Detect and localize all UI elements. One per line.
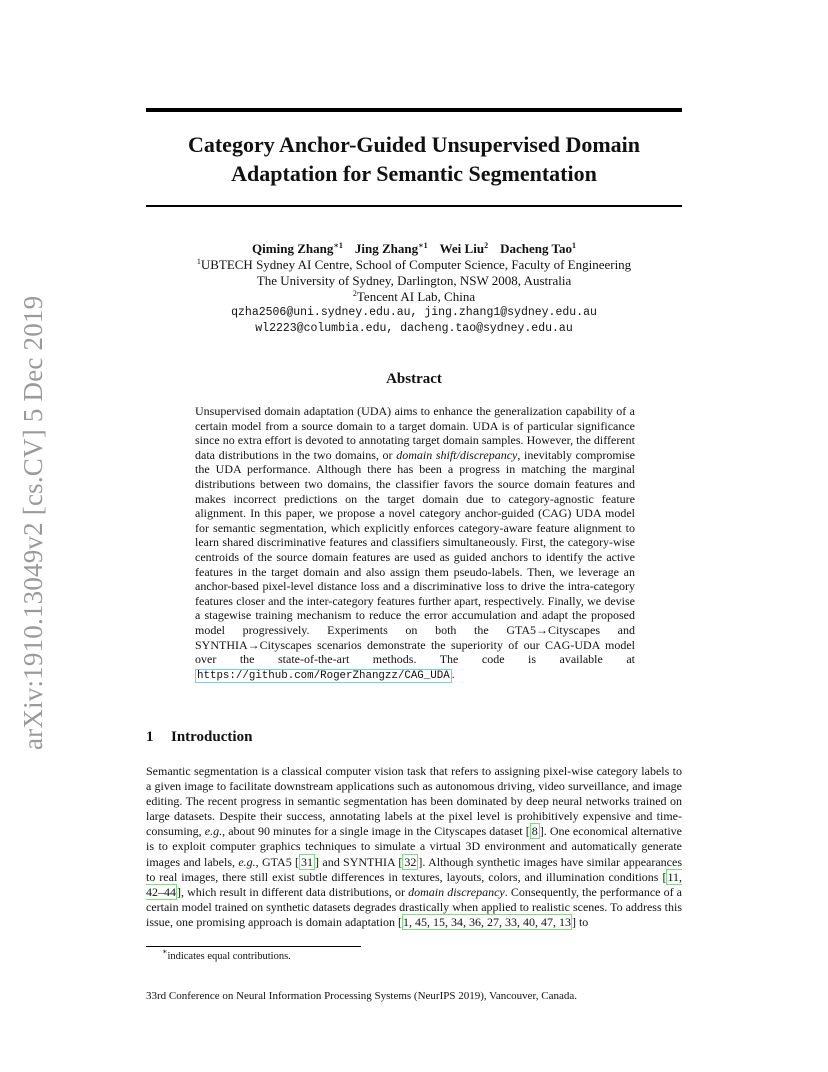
author-4: Dacheng Tao [500, 241, 572, 256]
intro-eg-2: e.g. [238, 854, 256, 869]
affiliation-1 [146, 257, 682, 273]
author-emails-1: qzha2506@uni.sydney.edu.au, jing.zhang1@sydney.edu.au [231, 306, 597, 319]
arxiv-stamp [18, 290, 58, 750]
intro-text-3: . One economical alternative is to exploit computer graphics techniques to simulate a virtual 3D environment and automatically generate images and labels, [146, 824, 682, 869]
introduction-body: Semantic segmentation is a classical computer vision task that refers to assigning pixel-wise category labels to a given image to facilitate downstream applications such as autonomous driving, video surveillance, and image editing. The recent progress in semantic segmentation has been dominated by deep neural networks trained on large datasets. Despite their success, annotating labels at the pixel level is prohibitively expensive and time-consuming, e.g., about 90 minutes for a single image in the Cityscapes dataset [ 8 ]. One economical alternative is to exploit computer graphics techniques to simulate a virtual 3D environment and automatically generate images and labels, e.g., GTA5 [ 31 ] and SYNTHIA [ 32 ]. Although synthetic images have similar appearances to real images, there still exist subtle differences in textures, layouts, colors, and illumination conditions [11, 42–44], which result in different data distributions, or domain discrepancy. Consequently, the performance of a certain model trained on synthetic datasets degrades drastically when applied to realistic scenes. To address this issue, one promising approach is domain adaptation [1, 45, 15, 34, 36, 27, 33, 40, 47, 13] to [146, 764, 683, 929]
footnote [162, 947, 291, 962]
intro-text-7: , which result in different data distributions, or [181, 884, 409, 899]
footnote-rule [146, 946, 361, 947]
intro-text-2: , about 90 minutes for a single image in the Cityscapes dataset [222, 824, 526, 839]
author-emails-2: wl2223@columbia.edu, dacheng.tao@sydney.edu.au [255, 322, 573, 335]
intro-text-1: Semantic segmentation is a classical computer vision task that refers to assigning pixel-wise category labels to a given image to facilitate downstream applications such as autonomous driving, video surveillance, and image editing. The recent progress in semantic segmentation has been dominated by deep neural networks trained on large datasets. Despite their success, annotating labels at the pixel level is prohibitively expensive and time-consuming, [146, 764, 682, 839]
paper-title-line-2: Adaptation for Semantic Segmentation [231, 161, 597, 186]
author-block [146, 241, 682, 337]
author-3: Wei Liu [439, 241, 485, 256]
citation-group-2[interactable]: 1, 45, 15, 34, 36, 27, 33, 40, 47, 13 [402, 914, 571, 929]
intro-eg-1: e.g. [204, 824, 223, 839]
affiliation-2 [146, 289, 682, 305]
intro-text-5: and SYNTHIA [319, 854, 399, 869]
affiliation-1-marker: 1 [196, 257, 201, 266]
affiliation-2-marker: 2 [352, 289, 357, 298]
arxiv-stamp-text: arXiv:1910.13049v2 [cs.CV] 5 Dec 2019 [18, 295, 48, 750]
author-1-marker: ∗1 [333, 241, 343, 250]
title-bottom-rule [146, 205, 682, 207]
abstract-text-2: , inevitably compromise the UDA performance. Although there has been a progress in matching the marginal distributions between two domains, the classifier favors the source domain features and makes incorrect predictions on the target domain due to category-agnostic feature alignment. In this paper, we propose a novel category anchor-guided (CAG) UDA model for semantic segmentation, which explicitly enforces category-aware feature alignment to learn shared discriminative features and classifiers simultaneously. First, the category-wise centroids of the source domain features are used as guided anchors to identify the active features in the target domain and also assign them pseudo-labels. Then, we leverage an anchor-based pixel-level distance loss and a discriminative loss to drive the intra-category features closer and the inter-category features further apart, respectively. Finally, we devise a stagewise training mechanism to reduce the error accumulation and adapt the proposed model progressively. Experiments on both the GTA5→Cityscapes and SYNTHIA→Cityscapes scenarios demonstrate the superiority of our CAG-UDA model over the state-of-the-art methods. The code is available at [195, 447, 635, 667]
author-names [146, 241, 682, 257]
author-4-marker: 1 [571, 241, 576, 250]
affiliation-1-line-2: The University of Sydney, Darlington, NSW 2008, Australia [256, 273, 572, 288]
paper-title-line-1: Category Anchor-Guided Unsupervised Domain [187, 132, 641, 157]
citation-group-1[interactable]: 11, 42–44 [146, 869, 682, 899]
intro-text-9: to [575, 914, 589, 929]
conference-note: 33rd Conference on Neural Information Processing Systems (NeurIPS 2019), Vancouver, Canada. [146, 990, 578, 1002]
section-title: Introduction [171, 729, 253, 745]
citation-32[interactable]: 32 [404, 854, 417, 869]
paper-title [146, 130, 682, 188]
code-link[interactable]: https://github.com/RogerZhangzz/CAG_UDA [197, 669, 450, 682]
section-heading-introduction [146, 729, 252, 746]
section-number: 1 [146, 729, 154, 745]
author-3-marker: 2 [484, 241, 489, 250]
citation-31[interactable]: 31 [301, 854, 314, 869]
abstract-heading: Abstract [386, 371, 442, 387]
title-top-rule [146, 108, 682, 112]
intro-domain-discrepancy: domain discrepancy [408, 884, 505, 899]
citation-8[interactable]: 8 [531, 824, 538, 839]
footnote-marker: ∗ [162, 947, 168, 956]
abstract-end: . [451, 666, 455, 681]
abstract-text-1: Unsupervised domain adaptation (UDA) aims to enhance the generalization capability of a certain model from a source domain to a target domain. UDA is of particular significance since no extra effort is devoted to annotating target domain samples. However, the different data distributions in the two domains, or [195, 404, 635, 462]
author-2: Jing Zhang [354, 241, 419, 256]
footnote-text: indicates equal contributions. [167, 951, 291, 962]
author-2-marker: ∗1 [418, 241, 428, 250]
intro-text-4: , GTA5 [255, 854, 296, 869]
intro-text-8: . Consequently, the performance of a certain model trained on synthetic datasets degrades drastically when applied to realistic scenes. To address this issue, one promising approach is domain adaptation [146, 884, 682, 929]
affiliation-2-text: Tencent AI Lab, China [356, 289, 476, 304]
abstract-italic-term: domain shift/discrepancy [396, 447, 518, 462]
intro-text-6: . Although synthetic images have similar appearances to real images, there still exist subtle differences in textures, layouts, colors, and illumination conditions [146, 854, 683, 884]
author-1: Qiming Zhang [252, 241, 334, 256]
abstract-body [195, 404, 635, 683]
affiliation-1-text: UBTECH Sydney AI Centre, School of Computer Science, Faculty of Engineering [200, 257, 632, 272]
